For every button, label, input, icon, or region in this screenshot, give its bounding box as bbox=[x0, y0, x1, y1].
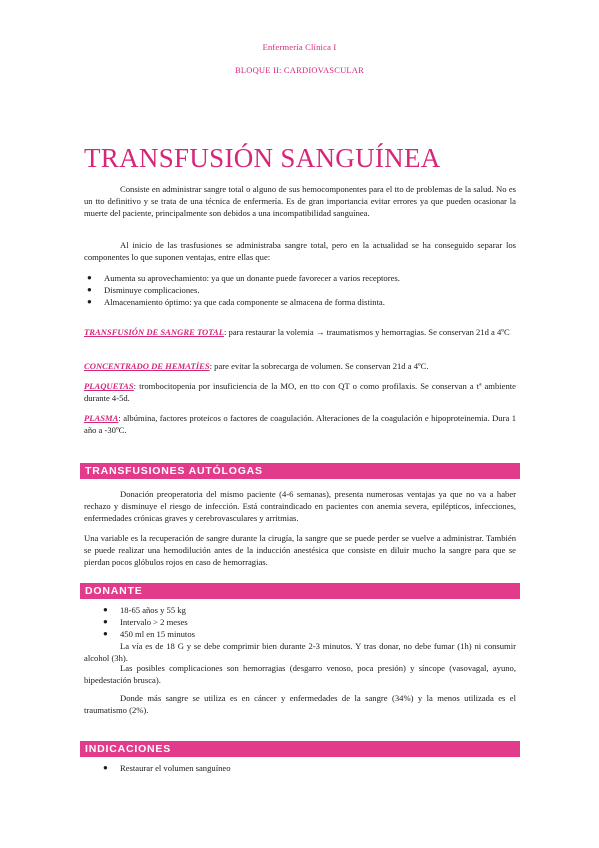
bullet-icon: ● bbox=[103, 617, 108, 626]
list-item: ● 450 ml en 15 minutos bbox=[103, 629, 195, 639]
page-title: TRANSFUSIÓN SANGUÍNEA bbox=[84, 143, 441, 173]
component-whole-blood: TRANSFUSIÓN DE SANGRE TOTAL: para restaurar la volemia → traumatismos y hemorragias. Se conservan 21d a 4ºC bbox=[84, 327, 510, 337]
bullet-icon: ● bbox=[87, 285, 92, 294]
donante-paragraph-2: Las posibles complicaciones son hemorragias (desgarro venoso, poca presión) y síncope (vasovagal, ayuno, bipedestación brusca). bbox=[84, 663, 516, 685]
bullet-icon: ● bbox=[87, 273, 92, 282]
donante-paragraph-3: Donde más sangre se utiliza es en cáncer y enfermedades de la sangre (34%) y la menos utilizada es el traumatismo (2%). bbox=[84, 693, 516, 715]
list-item: ● Disminuye complicaciones. bbox=[87, 285, 200, 295]
component-platelets: PLAQUETAS: trombocitopenia por insuficiencia de la MO, en tto con QT o como profilaxis. Se conservan a tª ambiente durante 4-5d. bbox=[84, 381, 516, 403]
running-header-course: Enfermería Clínica I bbox=[262, 42, 337, 52]
section-header-indicaciones: INDICACIONES bbox=[80, 741, 520, 757]
component-label: PLAQUETAS bbox=[84, 381, 134, 391]
component-label: PLASMA bbox=[84, 413, 119, 423]
component-label: TRANSFUSIÓN DE SANGRE TOTAL bbox=[84, 327, 225, 337]
section-header-autologas: TRANSFUSIONES AUTÓLOGAS bbox=[80, 463, 520, 479]
list-item: ● Restaurar el volumen sanguíneo bbox=[103, 763, 231, 773]
bullet-icon: ● bbox=[87, 297, 92, 306]
intro-paragraph-2: Al inicio de las trasfusiones se administraba sangre total, pero en la actualidad se ha conseguido separar los componentes lo que suponen ventajas, entre ellas que: bbox=[84, 240, 516, 262]
list-item: ● Aumenta su aprovechamiento: ya que un donante puede favorecer a varios receptores. bbox=[87, 273, 400, 283]
list-item: ● Intervalo > 2 meses bbox=[103, 617, 188, 627]
component-plasma: PLASMA: albúmina, factores proteicos o factores de coagulación. Alteraciones de la coagulación e hipoproteinemia. Dura 1 año a -30ºC. bbox=[84, 413, 516, 435]
list-item: ● 18-65 años y 55 kg bbox=[103, 605, 186, 615]
autologas-paragraph-1: Donación preoperatoria del mismo paciente (4-6 semanas), presenta numerosas ventajas ya que no va a haber rechazo y disminuye el riesgo de infección. Está contraindicado en pacientes con anemia severa, epilépticos, infecciones, enfermedades crónicas graves y cerebrovasculares y arritmias. bbox=[84, 489, 516, 523]
component-red-cells: CONCENTRADO DE HEMATÍES: pare evitar la sobrecarga de volumen. Se conservan 21d a 4ºC. bbox=[84, 361, 429, 371]
running-header-block: BLOQUE II: CARDIOVASCULAR bbox=[234, 65, 365, 75]
bullet-icon: ● bbox=[103, 763, 108, 772]
component-label: CONCENTRADO DE HEMATÍES bbox=[84, 361, 210, 371]
bullet-icon: ● bbox=[103, 605, 108, 614]
section-header-donante: DONANTE bbox=[80, 583, 520, 599]
intro-paragraph-1: Consiste en administrar sangre total o alguno de sus hemocomponentes para el tto de problemas de la salud. No es un tto definitivo y se trata de una técnica de enfermería. Es de gran importancia evitar errores ya que pueden ocasionar la muerte del paciente, principalmente son debidos a una incompatibilidad sanguínea. bbox=[84, 184, 516, 218]
list-item: ● Almacenamiento óptimo: ya que cada componente se almacena de forma distinta. bbox=[87, 297, 385, 307]
bullet-icon: ● bbox=[103, 629, 108, 638]
donante-paragraph-1: La vía es de 18 G y se debe comprimir bien durante 2-3 minutos. Y tras donar, no debe fumar (1h) ni consumir alcohol (3h). bbox=[84, 641, 516, 663]
autologas-paragraph-2: Una variable es la recuperación de sangre durante la cirugía, la sangre que se puede perder se vuelve a administrar. También se puede realizar una hemodilución antes de la inducción anestésica que consiste en diluir mucho la sangre para que se pierdan pocos glóbulos rojos en caso de hemorragias. bbox=[84, 533, 516, 567]
